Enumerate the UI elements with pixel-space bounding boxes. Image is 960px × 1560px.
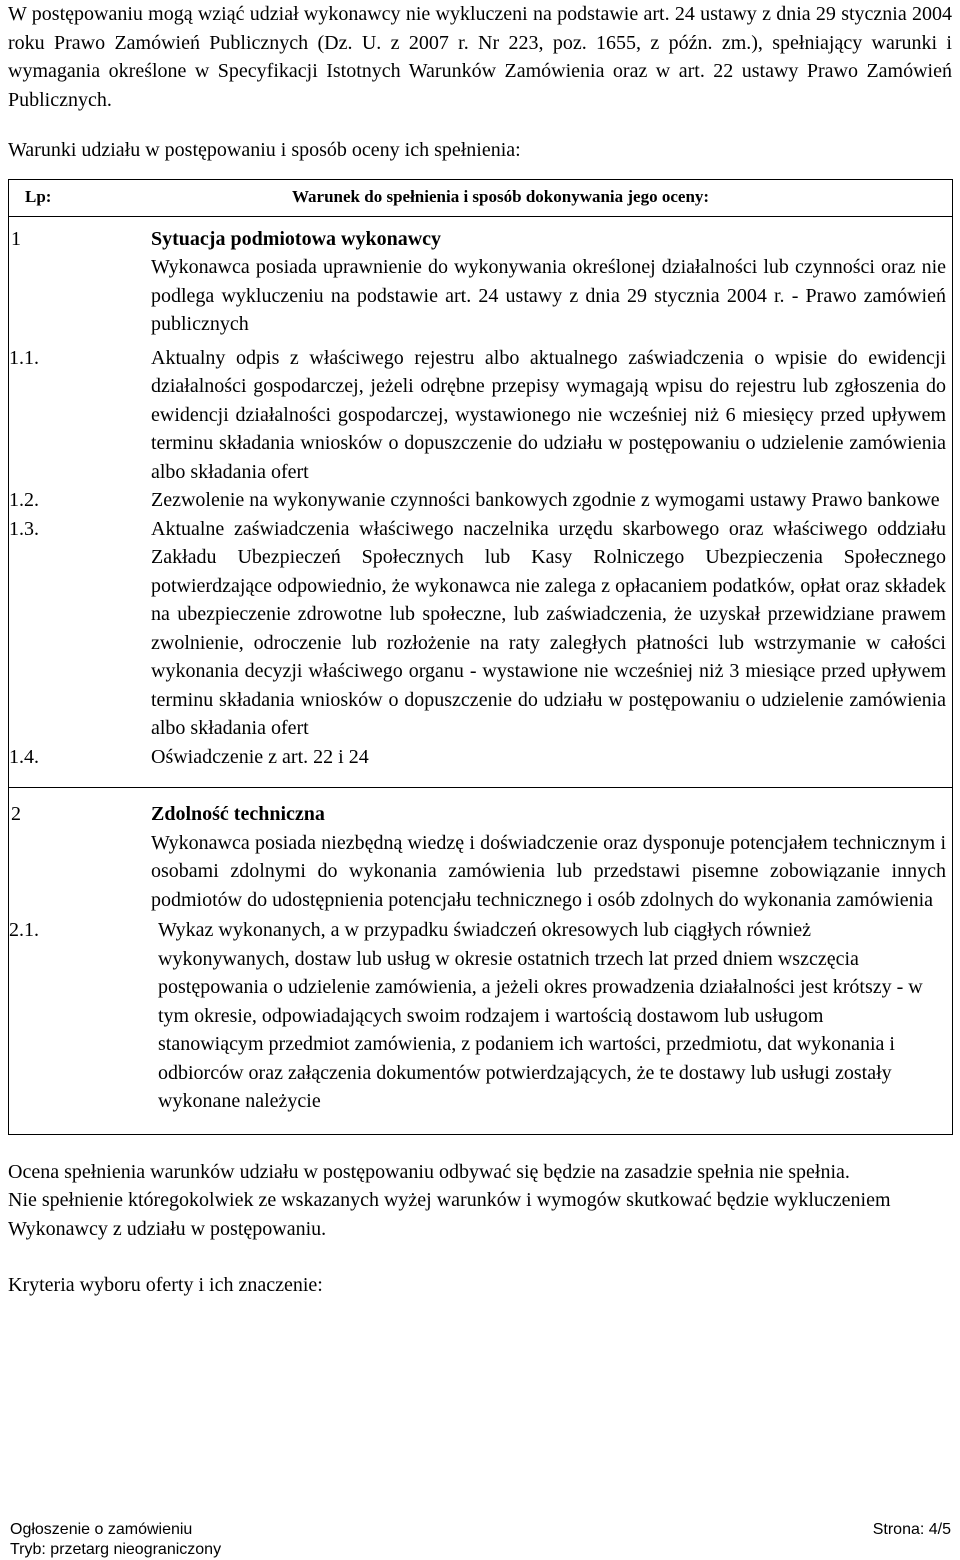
row-text: Zezwolenie na wykonywanie czynności bankowych zgodnie z wymogami ustawy Prawo bankowe [151,489,940,511]
row-number: 2.1. [9,919,39,941]
row-number: 1.3. [9,517,39,540]
section-1-header-row [9,225,952,339]
section-description: Wykonawca posiada uprawnienie do wykonywania określonej działalności lub czynności oraz nie podlega wykluczeniu na podstawie art. 24 ustawy z dnia 29 stycznia 2004 r. - Prawo zamówień publicznych [151,256,946,335]
row-text: Aktualne zaświadczenia właściwego naczelnika urzędu skarbowego oraz właściwego oddziału Zakładu Ubezpieczeń Społecznych lub Kasy Rolniczego Ubezpieczenia Społecznego potwierdzające odpowiednio, że wykonawca nie zalega z opłacaniem podatków, opłat oraz składek na ubezpieczenie zdrowotne lub społeczne, lub zaświadczenia, że uzyskał przewidziane prawem zwolnienie, odroczenie lub rozłożenie na raty zaległych płatności lub wstrzymanie w całości wykonania decyzji właściwego organu - wystawione nie wcześniej niż 3 miesiące przed upływem terminu składania wniosków o dopuszczenie do udziału w postępowaniu o udzielenie zamówienia albo składania ofert [151,517,946,739]
section-description: Wykonawca posiada niezbędną wiedzę i doświadczenie oraz dysponuje potencjałem technicznym i osobami zdolnymi do wykonania zamówienia lub przedstawi pisemne zobowiązanie innych podmiotów do udostępnienia potencjału technicznego i osób zdolnych do wykonania zamówienia [151,831,946,911]
header-condition: Warunek do spełnienia i sposób dokonywania jego oceny: [292,187,710,207]
page-footer [10,1520,951,1560]
conditions-caption: Warunki udziału w postępowaniu i sposób oceny ich spełnienia: [8,139,521,161]
table-header [8,179,953,217]
row-number: 2 [11,803,21,825]
intro-paragraph: W postępowaniu mogą wziąć udział wykonawcy nie wykluczeni na podstawie art. 24 ustawy z dnia 29 stycznia 2004 roku Prawo Zamówień Publicznych (Dz. U. z 2007 r. Nr 223, poz. 1655, z późn. zm.), spełniający warunki i wymagania określone w Specyfikacji Istotnych Warunków Zamówienia oraz w art. 22 ustawy Prawo Zamówień Publicznych. [8,3,952,111]
footer-procedure-mode: Tryb: przetarg nieograniczony [10,1541,222,1558]
table-row [9,515,952,743]
row-number: 1.2. [9,489,39,511]
table-row [9,344,952,487]
criteria-heading: Kryteria wyboru oferty i ich znaczenie: [8,1274,323,1296]
row-number: 1.1. [9,346,39,369]
row-number: 1 [11,227,21,250]
footer-doc-title: Ogłoszenie o zamówieniu [10,1521,193,1538]
section-2-header-row [9,800,952,914]
section-title: Sytuacja podmiotowa wykonawcy [151,227,442,250]
section-title: Zdolność techniczna [151,803,325,825]
table-row [9,743,952,788]
row-text: Oświadczenie z art. 22 i 24 [151,745,369,768]
document-page [8,0,952,1300]
table-row [9,486,952,515]
row-number: 1.4. [9,745,39,768]
row-text: Aktualny odpis z właściwego rejestru albo aktualnego zaświadczenia o wpisie do ewidencji działalności gospodarczej, jeżeli odrębne przepisy wymagają wpisu do rejestru lub zgłoszenia do ewidencji działalności gospodarczej, wystawionego nie wcześniej niż 6 miesięcy przed upływem terminu składania wniosków o dopuszczenie do udziału w postępowaniu o udzielenie zamówienia albo składania ofert [151,346,946,483]
conditions-table [8,179,953,1135]
section-2 [8,788,953,1135]
row-text: Wykaz wykonanych, a w przypadku świadczeń okresowych lub ciągłych również wykonywanych, dostaw lub usług w okresie ostatnich trzech lat przed dniem wszczęcia postępowania o udzielenie zamówienia, a jeżeli okres prowadzenia działalności jest krótszy - w tym okresie, odpowiadających swoim rodzajem i wartością dostawom lub usługom stanowiącym przedmiot zamówienia, z podaniem ich wartości, przedmiotu, dat wykonania i odbiorców oraz załączenia dokumentów potwierdzających, że te dostawy lub usługi zostały wykonane należycie [158,919,923,1112]
section-1 [8,217,953,789]
exclusion-paragraph: Nie spełnienie któregokolwiek ze wskazanych wyżej warunków i wymogów skutkować będzie wykluczeniem Wykonawcy z udziału w postępowaniu. [8,1189,891,1240]
footer-page-number: Strona: 4/5 [872,1521,951,1538]
table-row [9,916,952,1116]
header-lp: Lp: [25,187,52,207]
assessment-paragraph: Ocena spełnienia warunków udziału w postępowaniu odbywać się będzie na zasadzie spełnia nie spełnia. [8,1160,850,1183]
